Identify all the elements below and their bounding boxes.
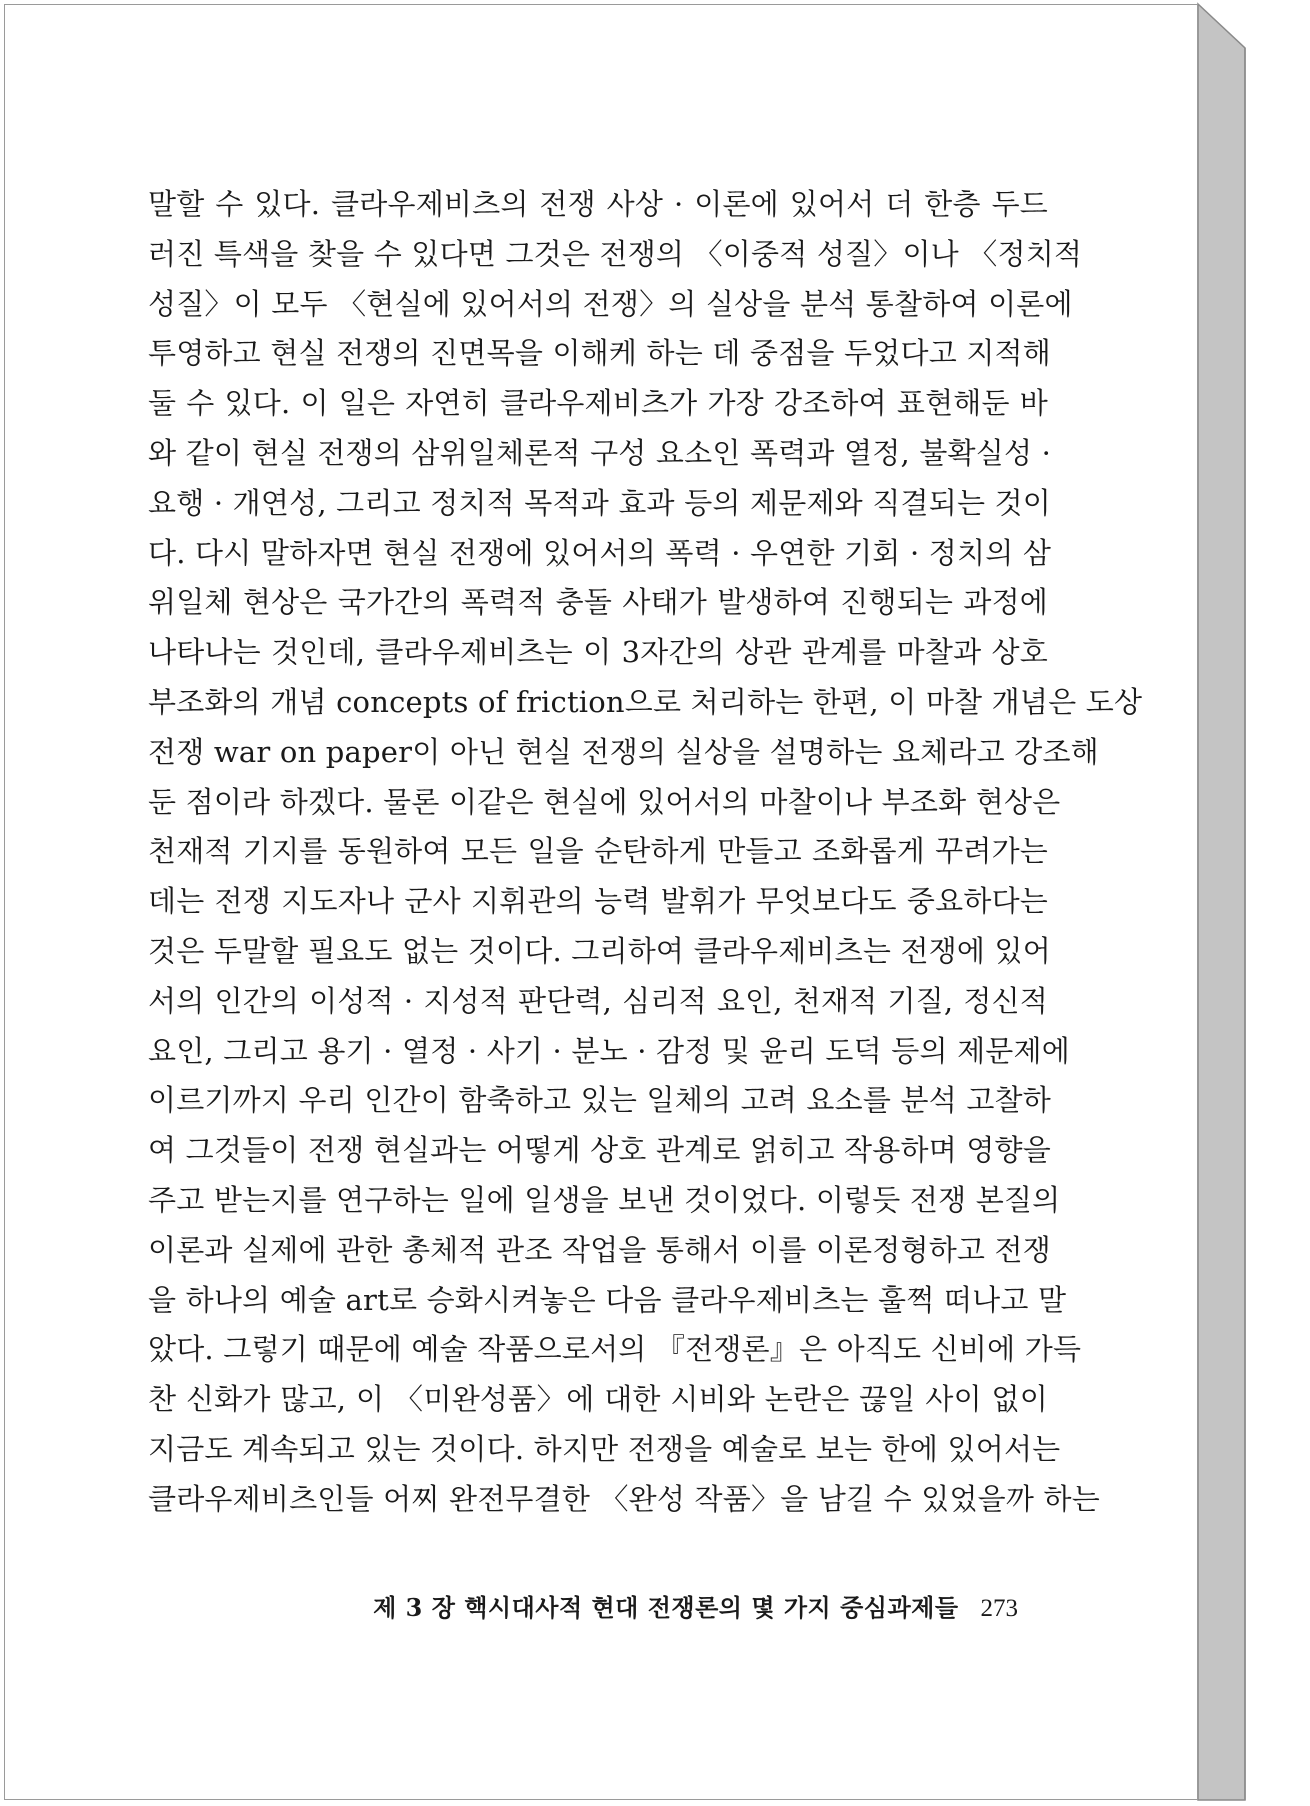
text-line: 이르기까지 우리 인간이 함축하고 있는 일체의 고려 요소를 분석 고찰하 xyxy=(148,1083,1051,1118)
text-line: 클라우제비츠인들 어찌 완전무결한 〈완성 작품〉을 남길 수 있었을까 하는 xyxy=(148,1481,1100,1516)
text-line: 전쟁 war on paper이 아닌 현실 전쟁의 실상을 설명하는 요체라고 강조해 xyxy=(148,734,1099,769)
text-line: 천재적 기지를 동원하여 모든 일을 순탄하게 만들고 조화롭게 꾸려가는 xyxy=(148,834,1048,869)
text-line: 성질〉이 모두 〈현실에 있어서의 전쟁〉의 실상을 분석 통찰하여 이론에 xyxy=(148,286,1073,321)
text-line: 데는 전쟁 지도자나 군사 지휘관의 능력 발휘가 무엇보다도 중요하다는 xyxy=(148,884,1048,919)
page-footer xyxy=(148,1588,1018,1628)
page-number: 273 xyxy=(980,1595,1018,1622)
text-line: 이론과 실제에 관한 총체적 관조 작업을 통해서 이를 이론정형하고 전쟁 xyxy=(148,1232,1051,1267)
text-line: 것은 두말할 필요도 없는 것이다. 그리하여 클라우제비츠는 전쟁에 있어 xyxy=(148,933,1051,968)
text-line: 둘 수 있다. 이 일은 자연히 클라우제비츠가 가장 강조하여 표현해둔 바 xyxy=(148,386,1048,421)
text-line: 부조화의 개념 concepts of friction으로 처리하는 한편, 이 마찰 개념은 도상 xyxy=(148,684,1143,719)
running-head: 제 3 장 핵시대사적 현대 전쟁론의 몇 가지 중심과제들 xyxy=(373,1593,959,1622)
text-line: 았다. 그렇기 때문에 예술 작품으로서의 『전쟁론』은 아직도 신비에 가득 xyxy=(148,1332,1082,1367)
text-line: 둔 점이라 하겠다. 물론 이같은 현실에 있어서의 마찰이나 부조화 현상은 xyxy=(148,784,1061,819)
text-line: 찬 신화가 많고, 이 〈미완성품〉에 대한 시비와 논란은 끊일 사이 없이 xyxy=(148,1382,1048,1417)
text-line: 투영하고 현실 전쟁의 진면목을 이해케 하는 데 중점을 두었다고 지적해 xyxy=(148,336,1051,371)
text-line: 요인, 그리고 용기 · 열정 · 사기 · 분노 · 감정 및 윤리 도덕 등의 제문제에 xyxy=(148,1033,1070,1068)
text-line: 러진 특색을 찾을 수 있다면 그것은 전쟁의 〈이중적 성질〉이나 〈정치적 xyxy=(148,236,1083,271)
text-line: 여 그것들이 전쟁 현실과는 어떻게 상호 관계로 얽히고 작용하며 영향을 xyxy=(148,1133,1051,1168)
text-line: 위일체 현상은 국가간의 폭력적 충돌 사태가 발생하여 진행되는 과정에 xyxy=(148,585,1048,620)
text-line: 말할 수 있다. 클라우제비츠의 전쟁 사상 · 이론에 있어서 더 한층 두드 xyxy=(148,187,1048,221)
text-line: 나타나는 것인데, 클라우제비츠는 이 3자간의 상관 관계를 마찰과 상호 xyxy=(148,635,1048,670)
text-line: 지금도 계속되고 있는 것이다. 하지만 전쟁을 예술로 보는 한에 있어서는 xyxy=(148,1431,1061,1466)
text-line: 주고 받는지를 연구하는 일에 일생을 보낸 것이었다. 이렇듯 전쟁 본질의 xyxy=(148,1182,1061,1217)
text-line: 을 하나의 예술 art로 승화시켜놓은 다음 클라우제비츠는 훌쩍 떠나고 말 xyxy=(148,1282,1067,1317)
page-body-text xyxy=(148,180,1143,1525)
text-line: 요행 · 개연성, 그리고 정치적 목적과 효과 등의 제문제와 직결되는 것이 xyxy=(148,485,1052,520)
text-line: 다. 다시 말하자면 현실 전쟁에 있어서의 폭력 · 우연한 기회 · 정치의 삼 xyxy=(148,535,1052,570)
text-line: 서의 인간의 이성적 · 지성적 판단력, 심리적 요인, 천재적 기질, 정신적 xyxy=(148,983,1048,1018)
text-line: 와 같이 현실 전쟁의 삼위일체론적 구성 요소인 폭력과 열정, 불확실성 · xyxy=(148,435,1052,470)
